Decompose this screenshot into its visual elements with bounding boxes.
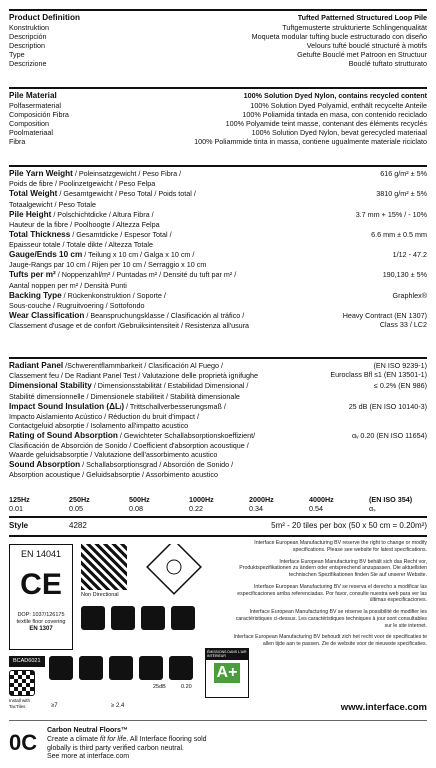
- disclaimer-notes: [228, 540, 427, 653]
- specs-line2: Hauteur de la fibre / Poolhoogte / Altezza Felpa: [9, 219, 160, 229]
- specs-rest: / Beanspruchungsklasse / Clasificación al tráfico /: [86, 310, 245, 320]
- specs-value2: Class 33 / LC2: [379, 319, 427, 329]
- performance-rest: / Gewichteter Schallabsorptionskoeffizient/: [119, 430, 256, 440]
- value-25db: 25dB: [153, 684, 166, 690]
- performance-value: αᵥ 0.20 (EN ISO 11654): [351, 430, 427, 440]
- pile_material-row: [9, 119, 427, 128]
- stairs-icon: [81, 606, 105, 630]
- box-info: 5m² - 20 tiles per box (50 x 50 cm = 0.20m²): [271, 521, 427, 530]
- performance-line: [9, 381, 427, 391]
- absorption-value: αₛ: [369, 504, 376, 513]
- specs-item: [9, 311, 427, 330]
- style-row: [9, 521, 427, 531]
- performance-rule: [9, 357, 427, 359]
- specs-line2: Sous-couche / Rugruitvoering / Sottofondo: [9, 300, 145, 310]
- specs-line2: Totaalgewicht / Peso Totale: [9, 199, 96, 209]
- emissions-text: ÉMISSIONS DANS L'AIR INTÉRIEUR: [207, 650, 247, 659]
- pile_material-row: [9, 101, 427, 110]
- cleaning-icon: [139, 656, 163, 680]
- specs-label: Backing Type: [9, 290, 62, 300]
- specs-line2: Epaisseur totale / Totale dikte / Altezza Totale: [9, 240, 153, 249]
- specs-value: 616 g/m² ± 5%: [380, 169, 427, 178]
- specs-label: Pile Height: [9, 209, 52, 219]
- carbon-neutral-icon: 0C: [9, 730, 38, 755]
- specs-rest: / Rückenkonstruktion / Soporte /: [63, 290, 166, 300]
- specs-label: Total Weight: [9, 189, 58, 199]
- specs-label: Tufts per m²: [9, 270, 56, 280]
- pile_material-value: 100% Poliammide tinta in massa, contiene ugualmente materiale riciclato: [194, 137, 427, 147]
- performance-rest: /Schwerentflammbarkeit / Clasificación Al Fuego /: [65, 361, 223, 370]
- performance-rest: / Trittschallverbesserungsmaß /: [126, 401, 226, 411]
- definition-label: Descrizione: [9, 59, 47, 69]
- specs-rest: / Gesamtgewicht / Peso Total / Poids total /: [59, 189, 196, 199]
- pile_material-value: 100% Poliamida tintada en masa, con contenido reciclado: [242, 110, 427, 120]
- specs-label: Pile Yarn Weight: [9, 169, 73, 178]
- freq-header: (EN ISO 354): [369, 495, 413, 504]
- performance-line2: Stabilité dimensionnelle / Dimensionele stabiliteit / Stabilità dimensionale: [9, 391, 240, 401]
- underfloor-heating-icon: [49, 656, 73, 680]
- non-directional-label: Non Directional: [81, 592, 119, 598]
- performance-label: Rating of Sound Absorption: [9, 430, 118, 440]
- specs-line2: Aantal noppen per m² / Densità Punti: [9, 280, 127, 290]
- specs-rest: / Gesamtdicke / Espesor Total /: [72, 229, 172, 239]
- dop-number: DOP: 1037/126175: [17, 611, 65, 618]
- specs-rest: / Poleinsatzgewicht / Peso Fibra /: [74, 169, 182, 178]
- pile_material-label: Composition: [9, 119, 49, 129]
- performance-line2: Absorption acoustique / Geluidsabsorptie / Assorbimento acustico: [9, 470, 218, 480]
- specs-value: 3810 g/m² ± 5%: [376, 189, 427, 199]
- footer-rule: [9, 720, 427, 721]
- cnf-line1: [47, 736, 207, 745]
- value-2-4: ≥ 2.4: [111, 703, 125, 709]
- pile_material-value: 100% Polyamide teint masse, contenant des éléments recyclés: [225, 119, 427, 129]
- definition-value: Velours tufté bouclé structuré à motifs: [306, 41, 427, 51]
- performance-line3: Waarde geluidsabsorptie / Valutazione dell'assorbimento acustico: [9, 450, 218, 459]
- definition-row: [9, 50, 427, 59]
- specs-line: [9, 230, 427, 240]
- performance-value: ≤ 0.2% (EN 986): [373, 381, 427, 391]
- performance-value: (EN ISO 9239-1): [373, 361, 427, 370]
- non-directional-icon: [81, 544, 127, 590]
- cnf-line3: See more at interface.com: [47, 753, 130, 761]
- absorption-value: 0.22: [189, 504, 203, 513]
- absorption-table: [9, 495, 427, 513]
- chair-castor-icon: [111, 606, 135, 630]
- definition-value: Moqueta modular tufting bucle estructurado con diseño: [251, 32, 427, 42]
- cnf-line1-c: . All Interface flooring sold: [126, 735, 207, 743]
- specs-value: 190,130 ± 5%: [382, 270, 427, 280]
- flame-class-icon: [171, 606, 195, 630]
- definition-section: [9, 13, 427, 68]
- absorption-value: 0.34: [249, 504, 263, 513]
- value-alpha: 0.20: [181, 684, 192, 690]
- cnf-line2: globally is third party verified carbon neutral.: [47, 744, 184, 752]
- note-paragraph: Interface European Manufacturing BV se reserva el derecho a modificar las especificaciones arriba referenciadas. Por favor, consulte nuestra web para ver las últimas especificaciones.: [237, 583, 427, 604]
- performance-item: [9, 381, 427, 400]
- performance-value: 25 dB (EN ISO 10140-3): [348, 401, 427, 411]
- specs-line: [9, 270, 427, 280]
- value-7: ≥7: [51, 703, 58, 709]
- style-label: Style: [9, 521, 29, 530]
- definition-value: Bouclé tuftato strutturato: [348, 59, 427, 69]
- note-paragraph: Interface European Manufacturing BV behoudt zich het recht voor de specificaties te allen tijde aan te passen. Zie de website voor de nieuwste specificaties.: [233, 634, 427, 647]
- fire-icon: [141, 606, 165, 630]
- performance-line2: Classement feu / De Radiant Panel Test / Valutazione delle proprietà ignifughe: [9, 371, 259, 381]
- cnf-title: Carbon Neutral Floors™: [47, 727, 128, 734]
- pile_material-label: Fibra: [9, 137, 26, 147]
- top-rule: [9, 9, 427, 11]
- performance-item: [9, 431, 427, 459]
- definition-label: Product Definition: [9, 13, 80, 22]
- definition-row: [9, 32, 427, 41]
- freq-header: 500Hz: [129, 495, 150, 504]
- style-rule: [9, 516, 427, 518]
- specs-value: 6.6 mm ± 0.5 mm: [371, 229, 427, 239]
- emissions-label: [205, 648, 249, 698]
- en-standard: EN 14041: [20, 549, 62, 559]
- ce-label-box: [9, 544, 73, 650]
- pile_material-label: Poolmateriaal: [9, 128, 53, 138]
- pile-material-section: [9, 91, 427, 146]
- definition-value: Getufte Bouclé met Patroon en Structuur: [297, 50, 427, 60]
- performance-line3: Contactgeluid absorptie / Isolamento all'impatto acustico: [9, 420, 189, 430]
- wheelchair-test-icon: [141, 544, 207, 602]
- absorption-value: 0.54: [309, 504, 323, 513]
- specs-value: 1/12 - 47.2: [392, 250, 427, 259]
- certification-icons: [9, 540, 247, 720]
- performance-label: Dimensional Stability: [9, 381, 92, 391]
- performance-rest: / Schallabsorptionsgrad / Absorción de Sonido /: [82, 460, 234, 469]
- freq-header: 2000Hz: [249, 495, 274, 504]
- freq-header: 1000Hz: [189, 495, 214, 504]
- specs-item: [9, 230, 427, 249]
- specs-line2: Classement d'usage et de confort /Gebruiksintensiteit / Resistenza all'usura: [9, 321, 250, 330]
- specs-line2: Poids de fibre / Poolinzetgewicht / Peso Felpa: [9, 179, 156, 189]
- definition-row: [9, 59, 427, 68]
- specs-label: Total Thickness: [9, 229, 71, 239]
- definition-label: Type: [9, 50, 25, 60]
- a-plus-rating: A+: [214, 663, 240, 683]
- performance-line2: Impacto Aislamiento Acústico / Réduction du bruit d'impact /: [9, 411, 199, 421]
- website-url[interactable]: www.interface.com: [340, 702, 427, 713]
- performance-section: [9, 361, 427, 480]
- specs-label: Wear Classification: [9, 310, 85, 320]
- cnf-line1-b: fit for life: [99, 735, 127, 743]
- note-paragraph: Interface European Manufacturing BV behält sich das Recht vor, Produktspezifikationen zu ändern oder entsprechend anzupassen. Die aktuellsten technischen Spezifikationen finden Sie auf unserer Website.: [239, 558, 427, 578]
- pile_material-row: [9, 128, 427, 137]
- performance-label: Radiant Panel: [9, 361, 64, 370]
- specs-rest: / Noppenzahl/m² / Puntadas m² / Densité du tuft par m² /: [57, 270, 237, 280]
- pile-rule: [9, 87, 427, 89]
- performance-line: [9, 460, 427, 470]
- impact-sound-icon: [169, 656, 193, 680]
- definition-row: [9, 23, 427, 32]
- specs-label: Gauge/Ends 10 cm: [9, 250, 83, 259]
- specs-section: [9, 169, 427, 331]
- freq-header: 250Hz: [69, 495, 90, 504]
- cnf-line1-a: Create a climate: [47, 735, 100, 743]
- textile-label: textile floor covering: [16, 618, 66, 625]
- antistatic-icon: [109, 656, 133, 680]
- acoustic-icon: [79, 656, 103, 680]
- specs-line2: Jauge-Rangs par 10 cm / Rijen per 10 cm / Serraggio x 10 cm: [9, 260, 207, 270]
- performance-rest: / Dimensionsstabilität / Estabilidad Dimensional /: [93, 381, 249, 391]
- absorption-value: 0.05: [69, 504, 83, 513]
- specs-value: Graphlex®: [392, 290, 427, 300]
- checker-icon: [9, 670, 35, 696]
- definition-row: [9, 13, 427, 23]
- specs-item: [9, 169, 427, 188]
- specs-line: [9, 291, 427, 301]
- bcad-logo: BCAD6021: [9, 656, 45, 667]
- performance-item: [9, 460, 427, 479]
- absorption-value: 0.08: [129, 504, 143, 513]
- definition-value: Tufted Patterned Structured Loop Pile: [297, 13, 427, 22]
- definition-label: Description: [9, 41, 45, 51]
- en1307-label: EN 1307: [29, 625, 53, 632]
- pile_material-row: [9, 91, 427, 101]
- performance-label: Sound Absorption: [9, 460, 81, 469]
- performance-label: Impact Sound Insulation (ΔLₗ): [9, 401, 125, 411]
- specs-item: [9, 189, 427, 208]
- definition-value: Tuftgemusterte strukturierte Schlingenqualität: [282, 23, 427, 33]
- specs-line: [9, 250, 427, 260]
- icons-rule: [9, 535, 427, 537]
- ce-mark-icon: CE: [20, 568, 62, 602]
- performance-item: [9, 361, 427, 380]
- performance-value2: Euroclass Bfl s1 (EN 13501-1): [330, 370, 427, 379]
- specs-item: [9, 210, 427, 229]
- pile_material-row: [9, 137, 427, 146]
- freq-header: 125Hz: [9, 495, 30, 504]
- specs-item: [9, 250, 427, 269]
- pile_material-value: 100% Solution Dyed Nylon, bevat gerecycled materiaal: [251, 128, 427, 138]
- definition-label: Konstruktion: [9, 23, 49, 33]
- freq-header: 4000Hz: [309, 495, 334, 504]
- definition-row: [9, 41, 427, 50]
- specs-value: 3.7 mm + 15% / - 10%: [355, 209, 427, 219]
- performance-line2: Clasificación de Absorción de Sonido / Coefficient d'absorption acoustique /: [9, 441, 249, 450]
- note-paragraph: Interface European Manufacturing BV reserve the right to change or modify specifications. Please see website for latest specifications.: [254, 540, 427, 553]
- specs-line: [9, 169, 427, 179]
- specs-item: [9, 291, 427, 310]
- pile_material-label: Pile Material: [9, 91, 57, 100]
- pile_material-value: 100% Solution Dyed Polyamid, enthält recycelte Anteile: [250, 101, 427, 111]
- pile_material-label: Composición Fibra: [9, 110, 69, 120]
- specs-rest: / Polschichtdicke / Altura Fibra /: [53, 209, 154, 219]
- specs-rule: [9, 165, 427, 167]
- performance-item: [9, 402, 427, 430]
- specs-line: [9, 189, 427, 199]
- specs-value: Heavy Contract (EN 1307): [342, 310, 427, 320]
- note-paragraph: Interface European Manufacturing BV se réserve la possibilité de modifier les caractéristiques ci-dessus. Les caractéristiques techniques à jour sont consultables sur le site internet.: [235, 609, 427, 629]
- pile_material-row: [9, 110, 427, 119]
- tactiles-label: Install with TacTiles: [9, 698, 31, 709]
- definition-label: Descripción: [9, 32, 47, 42]
- specs-rest: / Teilung x 10 cm / Galga x 10 cm /: [84, 250, 195, 259]
- pile_material-label: Polfasermaterial: [9, 101, 61, 111]
- pile_material-value: 100% Solution Dyed Nylon, contains recycled content: [243, 91, 427, 100]
- specs-item: [9, 270, 427, 289]
- absorption-value: 0.01: [9, 504, 23, 513]
- style-code: 4282: [69, 521, 87, 530]
